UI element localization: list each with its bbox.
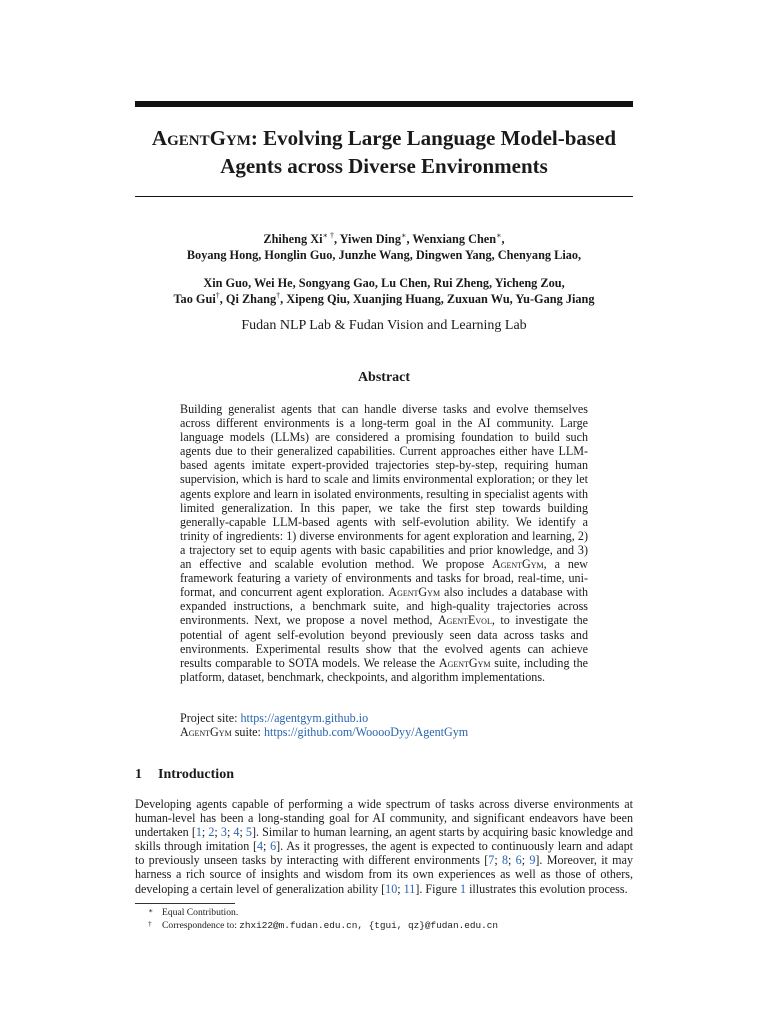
citation-link[interactable]: 10	[385, 881, 398, 896]
brand-name: AgentGym	[491, 557, 544, 572]
citation-link[interactable]: 4	[256, 839, 264, 854]
citation-link[interactable]: 5	[245, 825, 252, 840]
citation-link[interactable]: 2	[208, 825, 215, 840]
abstract-heading: Abstract	[357, 370, 411, 385]
citation-link[interactable]: 4	[233, 825, 240, 840]
title-brand: AgentGym	[151, 126, 251, 150]
author-line-2: Boyang Hong, Honglin Guo, Junzhe Wang, Dingwen Yang, Chenyang Liao,	[186, 248, 582, 262]
citation-link[interactable]: 3	[220, 825, 227, 840]
figure-link[interactable]: 1	[460, 881, 467, 896]
author-mark: ∗	[496, 230, 502, 240]
author-mark: ∗	[401, 230, 407, 240]
citation-link[interactable]: 8	[501, 853, 508, 868]
abstract-body: Building generalist agents that can handle diverse tasks and evolve themselves across different environments is a long-term goal in the AI community. Large language models (LLMs) are considered a promising foundation to build such agents due to their generalized capabilities. Current approaches either have LLM-based agents imitate expert-provided trajectories step-by-step, requiring human supervision, which is hard to scale and limits environmental exploration; or they let agents explore and learn in isolated environments, resulting in specialist agents with limited generalization. In this paper, we take the first step towards building generally-capable LLM-based agents with self-evolution ability. We identify a trinity of ingredients: 1) diverse environments for agent exploration and learning, 2) a trajectory set to equip agents with basic capabilities and prior knowledge, and 3) an effective and scalable evolution method. We propose AgentGym, a new framework featuring a variety of environments and tasks for broad, real-time, uni-format, and concurrent agent exploration. AgentGym also includes a database with expanded instructions, a benchmark suite, and high-quality trajectories across environments. Next, we propose a novel method, AgentEvol, to investigate the potential of agent self-evolution beyond previously seen data across tasks and environments. Experimental results show that the evolved agents can achieve results comparable to SOTA models. We release the AgentGym suite, including the platform, dataset, benchmark, checkpoints, and algorithm implementations.	[180, 402, 588, 684]
title-line1-rest: : Evolving Large Language Model-based	[250, 126, 617, 150]
author-mark: †	[276, 290, 281, 300]
project-site-line: Project site: https://agentgym.github.io	[180, 711, 369, 725]
suite-line: AgentGym suite: https://github.com/WooooDyy/AgentGym	[180, 725, 469, 740]
citation-link[interactable]: 11	[403, 881, 416, 896]
section-heading-introduction	[135, 766, 633, 784]
author-line-3: Xin Guo, Wei He, Songyang Gao, Lu Chen, Rui Zheng, Yicheng Zou,	[203, 276, 565, 290]
footnote-rule	[135, 903, 235, 904]
title-line2: Agents across Diverse Environments	[220, 154, 548, 178]
author-line-4: Tao Gui†, Qi Zhang†, Xipeng Qiu, Xuanjing Huang, Zuxuan Wu, Yu-Gang Jiang	[173, 290, 595, 306]
project-links	[180, 711, 600, 739]
footnote-correspondence: † Correspondence to: zhxi22@m.fudan.edu.cn, {tgui, qz}@fudan.edu.cn	[148, 919, 499, 931]
section-number: 1	[135, 767, 142, 782]
citation-link[interactable]: 1	[195, 825, 202, 840]
author-mark: †	[215, 290, 220, 300]
section-title: Introduction	[158, 767, 234, 782]
author-mark: ∗ †	[322, 230, 334, 240]
brand-name: AgentGym	[388, 585, 441, 600]
github-suite-link[interactable]: https://github.com/WooooDyy/AgentGym	[263, 725, 469, 740]
project-site-link[interactable]: https://agentgym.github.io	[240, 711, 369, 725]
footnote-equal-contribution: ∗ Equal Contribution.	[148, 906, 239, 918]
title-bottom-rule	[135, 196, 633, 197]
affiliation: Fudan NLP Lab & Fudan Vision and Learning Lab	[241, 318, 527, 333]
brand-name: AgentEvol	[437, 613, 492, 628]
citation-link[interactable]: 9	[529, 853, 536, 868]
footnotes	[148, 906, 628, 932]
paper-title	[135, 124, 633, 180]
introduction-paragraph: Developing agents capable of performing a wide spectrum of tasks across diverse environments at human-level has been a long-standing goal for AI community, and significant endeavors have been undertaken [1; 2; 3; 4; 5]. Similar to human learning, an agent starts by acquiring basic knowledge and skills through imitation [4; 6]. As it progresses, the agent is expected to continuously learn and adapt to previously unseen tasks by interacting with different environments [7; 8; 6; 9]. Moreover, it may harness a rich source of insights and wisdom from its own experiences as well as those of others, developing a certain level of generalization ability [10; 11]. Figure 1 illustrates this evolution process.	[135, 797, 634, 896]
author-list	[135, 231, 633, 307]
brand-name: AgentGym	[438, 655, 491, 670]
author-line-1: Zhiheng Xi∗ †, Yiwen Ding∗, Wenxiang Chen∗,	[263, 230, 505, 246]
correspondence-emails: zhxi22@m.fudan.edu.cn, {tgui, qz}@fudan.edu.cn	[239, 920, 499, 931]
citation-link[interactable]: 7	[488, 853, 495, 868]
citation-link[interactable]: 6	[270, 839, 277, 854]
title-top-rule	[135, 101, 633, 107]
citation-link[interactable]: 6	[515, 853, 522, 868]
